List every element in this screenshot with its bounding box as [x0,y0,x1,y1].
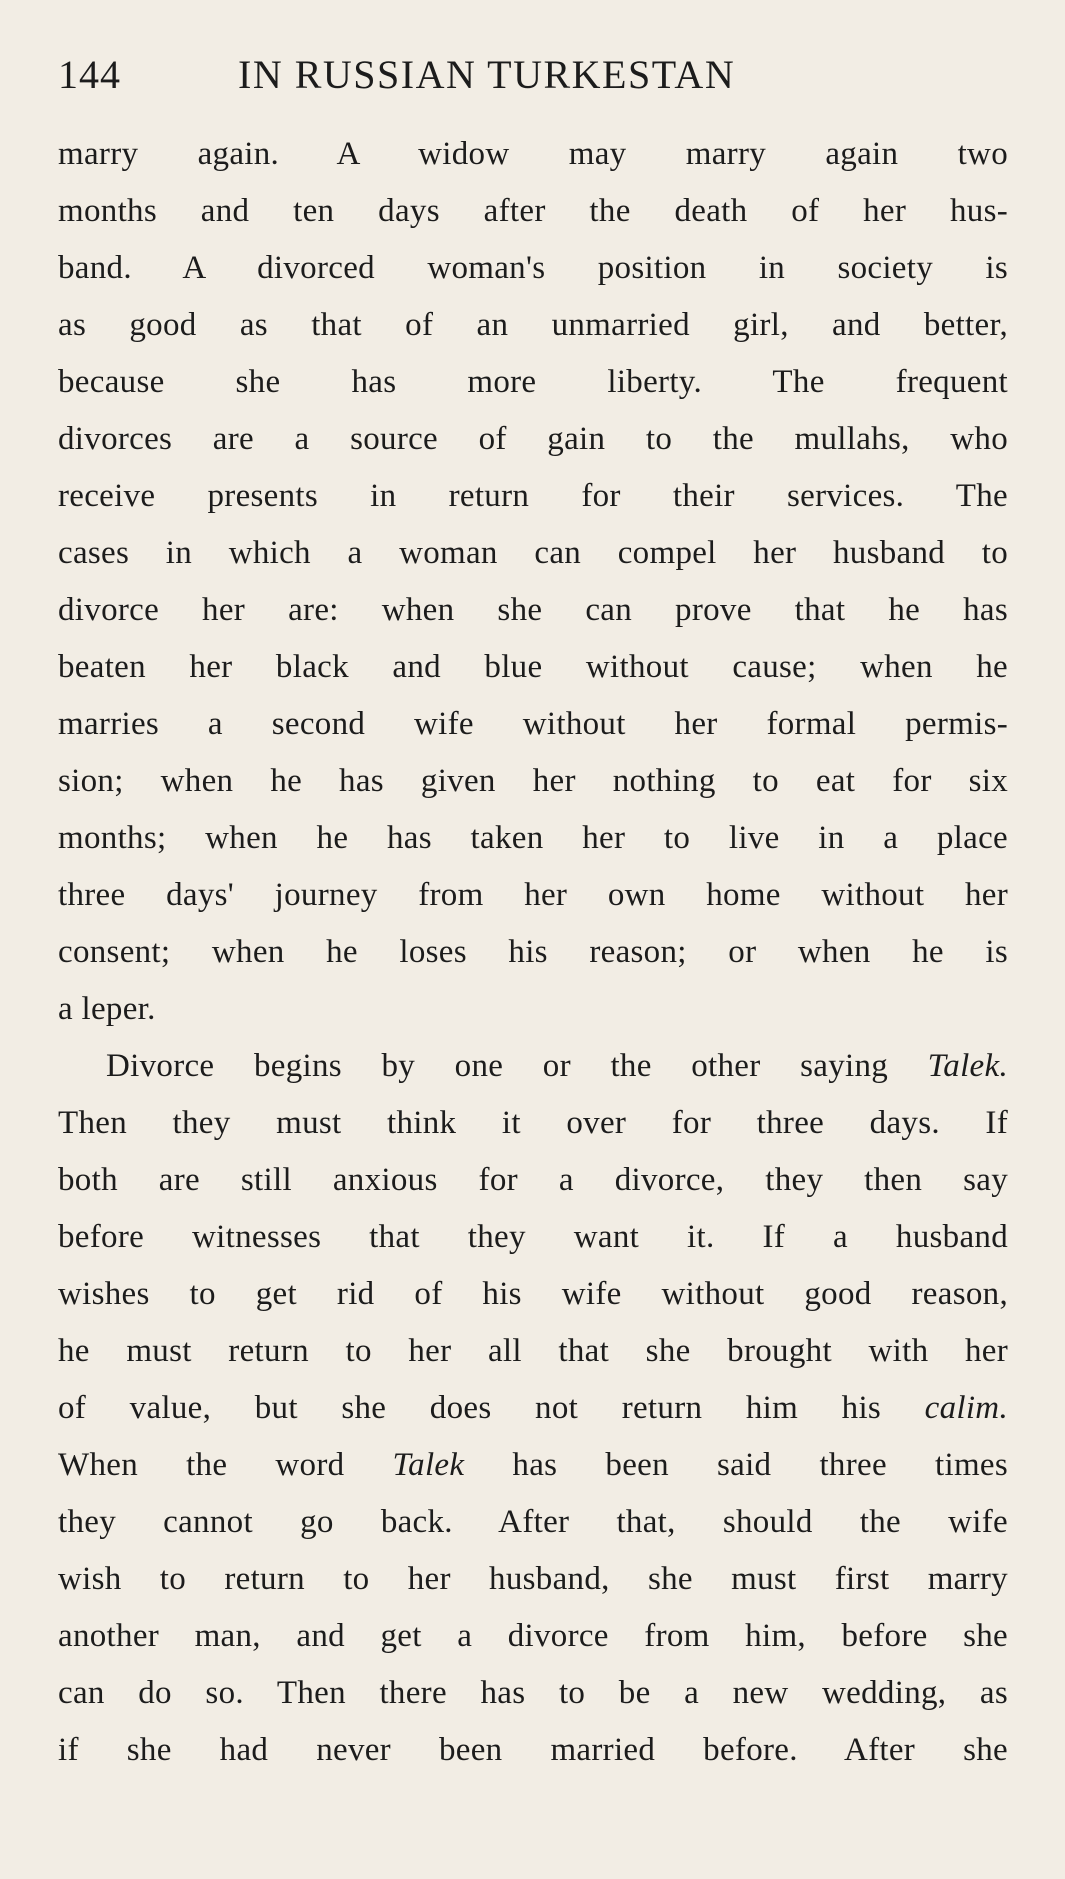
text-line: divorces are a source of gain to the mullahs, who [58,421,1008,457]
text-line: before witnesses that they want it. If a husband [58,1219,1008,1255]
text-fragment: has been said three times [464,1447,1008,1483]
text-line: if she had never been married before. After she [58,1732,1008,1768]
running-head [58,40,1008,110]
text-line: they cannot go back. After that, should the wife [58,1504,1008,1540]
text-line: cases in which a woman can compel her husband to [58,535,1008,571]
text-line: band. A divorced woman's position in society is [58,250,1008,286]
text-line: months; when he has taken her to live in a place [58,820,1008,856]
text-line: divorce her are: when she can prove that he has [58,592,1008,628]
page-number: 144 [58,52,121,97]
running-title: IN RUSSIAN TURKESTAN [238,52,736,97]
text-fragment: of value, but she does not return him his [58,1390,925,1426]
text-fragment: When the word [58,1447,393,1483]
body-text [58,126,1008,1779]
text-line: wishes to get rid of his wife without good reason, [58,1276,1008,1312]
text-line: as good as that of an unmarried girl, and better, [58,307,1008,343]
text-line: he must return to her all that she brought with her [58,1333,1008,1369]
text-line: consent; when he loses his reason; or when he is [58,934,1008,970]
text-line: marries a second wife without her formal permis- [58,706,1008,742]
text-fragment: Divorce begins by one or the other saying [106,1048,928,1084]
text-line [58,1380,1008,1437]
text-line: beaten her black and blue without cause; when he [58,649,1008,685]
text-line: sion; when he has given her nothing to eat for six [58,763,1008,799]
italic-term: calim. [924,1390,1008,1426]
text-line: three days' journey from her own home without her [58,877,1008,913]
text-line: marry again. A widow may marry again two [58,136,1008,172]
italic-term: Talek [392,1447,465,1483]
text-line: months and ten days after the death of her hus- [58,193,1008,229]
text-line: because she has more liberty. The frequent [58,364,1008,400]
text-line: wish to return to her husband, she must first marry [58,1561,1008,1597]
text-line: receive presents in return for their services. The [58,478,1008,514]
text-line [58,1437,1008,1494]
paragraph-end-line: a leper. [58,991,156,1027]
text-line: can do so. Then there has to be a new wedding, as [58,1675,1008,1711]
italic-term: Talek. [927,1048,1008,1084]
text-line: another man, and get a divorce from him, before she [58,1618,1008,1654]
paragraph-start-line [58,1038,1008,1095]
text-line: Then they must think it over for three days. If [58,1105,1008,1141]
text-line: both are still anxious for a divorce, they then say [58,1162,1008,1198]
